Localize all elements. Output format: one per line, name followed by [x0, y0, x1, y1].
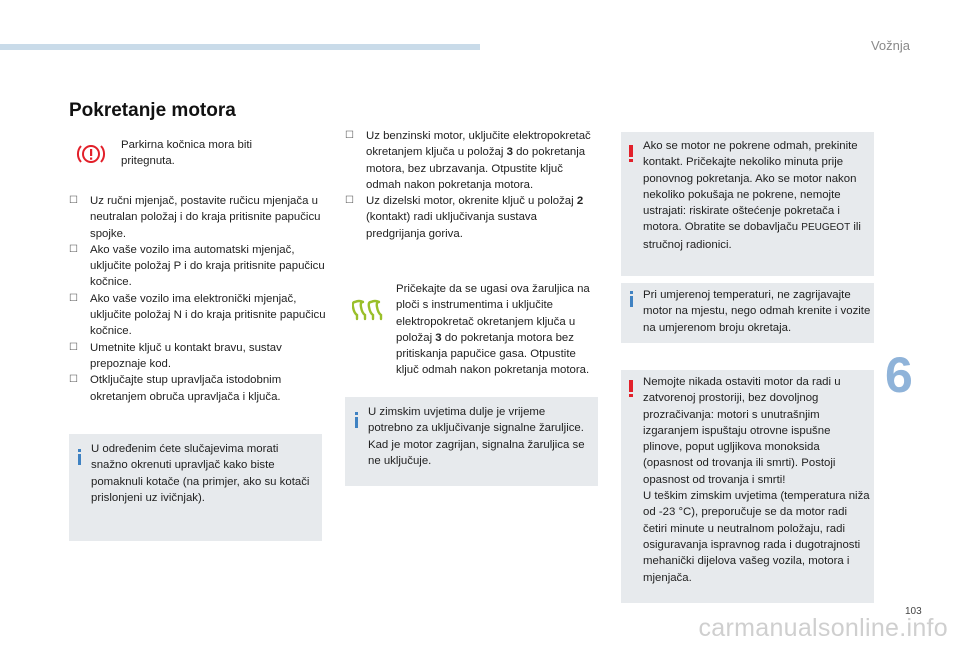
checkbox-bullet-icon: ☐: [69, 243, 78, 255]
checkbox-bullet-icon: ☐: [69, 292, 78, 304]
list-item: [69, 291, 331, 340]
step-text: Ako vaše vozilo ima automatski mjenjač, uključite položaj P i do kraja pritisnite papučicu kočnice.: [90, 243, 325, 289]
moderate-temp-info-box: [621, 283, 874, 343]
checkbox-bullet-icon: ☐: [69, 341, 78, 353]
watermark: carmanualsonline.info: [698, 614, 948, 642]
checkbox-bullet-icon: ☐: [345, 195, 354, 207]
info-icon: [78, 449, 81, 465]
engine-start-warning-box: [621, 132, 874, 276]
parking-brake-warning-icon: [76, 141, 106, 167]
warning-paragraph: Nemojte nikada ostaviti motor da radi u zatvorenoj prostoriji, bez dovoljnog prozračivanja: motori s unutrašnjim izgaranjem ispuštaju otrovne ispušne plinove, poput ugljikova monoksida (opasnost od trovanja ili smrti). Postoji opasnost od trovanja i smrti!: [643, 376, 841, 486]
list-item: [69, 193, 331, 242]
petrol-step-text: Uz benzinski motor, uključite elektropokretač okretanjem ključa u položaj 3 do pokretanja motora, bez ubrzavanja. Otpustite ključ odmah nakon pokretanja motora.: [366, 130, 591, 191]
moderate-temp-info-text: Pri umjerenoj temperaturi, ne zagrijavajte motor na mjestu, nego odmah krenite i vozite na umjerenom broju okretaja.: [643, 289, 871, 334]
exclamation-icon: [629, 145, 633, 162]
step-text: Otključajte stup upravljača istodobnim okretanjem obruča upravljača i ključa.: [90, 374, 282, 403]
steering-note-box: [69, 434, 322, 541]
enclosed-space-warning-text: [643, 374, 871, 586]
info-icon: [355, 412, 358, 428]
start-steps-list: [69, 193, 331, 405]
step-text: Uz ručni mjenjač, postavite ručicu mjenjača u neutralan položaj i do kraja pritisnite papučicu spojke.: [90, 195, 321, 240]
page-title: Pokretanje motora: [69, 100, 236, 121]
list-item: [69, 372, 331, 405]
header-bar: [0, 44, 480, 50]
checkbox-bullet-icon: ☐: [69, 195, 78, 206]
exclamation-icon: [629, 380, 633, 397]
list-item: [69, 242, 331, 291]
warning-paragraph: U teškim zimskim uvjetima (temperatura niža od -23 °C), preporučuje se da motor radi četiri minute u neutralnom položaju, radi osiguravanja ispravnog rada i dugotrajnosti mehanički dijelova vašeg vozila, motora i mjenjača.: [643, 490, 870, 584]
list-item: [69, 340, 331, 373]
checkbox-bullet-icon: ☐: [345, 130, 354, 141]
enclosed-space-warning-box: [621, 370, 874, 603]
chapter-number: 6: [885, 347, 913, 403]
step-text: Umetnite ključ u kontakt bravu, sustav prepoznaje kod.: [90, 341, 282, 370]
engine-type-steps-list: [345, 128, 595, 242]
checkbox-bullet-icon: ☐: [69, 374, 78, 386]
parking-brake-warning: [76, 138, 331, 178]
info-icon: [630, 291, 633, 307]
parking-brake-warning-text: Parkirna kočnica mora biti pritegnuta.: [121, 139, 253, 168]
section-name: Vožnja: [870, 38, 910, 53]
glow-plug-icon: [352, 298, 384, 322]
engine-start-warning-text: Ako se motor ne pokrene odmah, prekinite kontakt. Pričekajte nekoliko minuta prije ponovnog pokretanja. Ako se motor nakon nekoliko pokušaja ne pokrene, nemojte ustrajati: riskirate oštećenje pokretača i motora. Obratite se dobavljaču PEUGEOT ili stručnoj radionici.: [643, 140, 861, 251]
winter-note-box: [345, 397, 598, 486]
step-text: Ako vaše vozilo ima elektronički mjenjač, uključite položaj N i do kraja pritisnite papučicu kočnice.: [90, 292, 326, 338]
list-item: [345, 193, 595, 242]
diesel-step-text: Uz dizelski motor, okrenite ključ u položaj 2 (kontakt) radi uključivanja sustava predgrijanja goriva.: [366, 195, 584, 240]
list-item: [345, 128, 595, 193]
glow-plug-text: Pričekajte da se ugasi ova žaruljica na ploči s instrumentima i uključite elektropokretač okretanjem ključa u položaj 3 do pokretanja motora bez pritiskanja papučice gasa. Otpustite ključ odmah nakon pokretanja motora.: [396, 283, 590, 377]
page-number: 103: [905, 606, 922, 617]
steering-note-text: U određenim ćete slučajevima morati snažno okrenuti upravljač kako biste pomaknuli kotače (na primjer, ako su kotači prislonjeni uz ivičnjak).: [91, 443, 310, 504]
winter-note-text: U zimskim uvjetima dulje je vrijeme potrebno za uključivanje signalne žaruljice. Kad je motor zagrijan, signalna žaruljica se ne uključuje.: [368, 406, 585, 467]
